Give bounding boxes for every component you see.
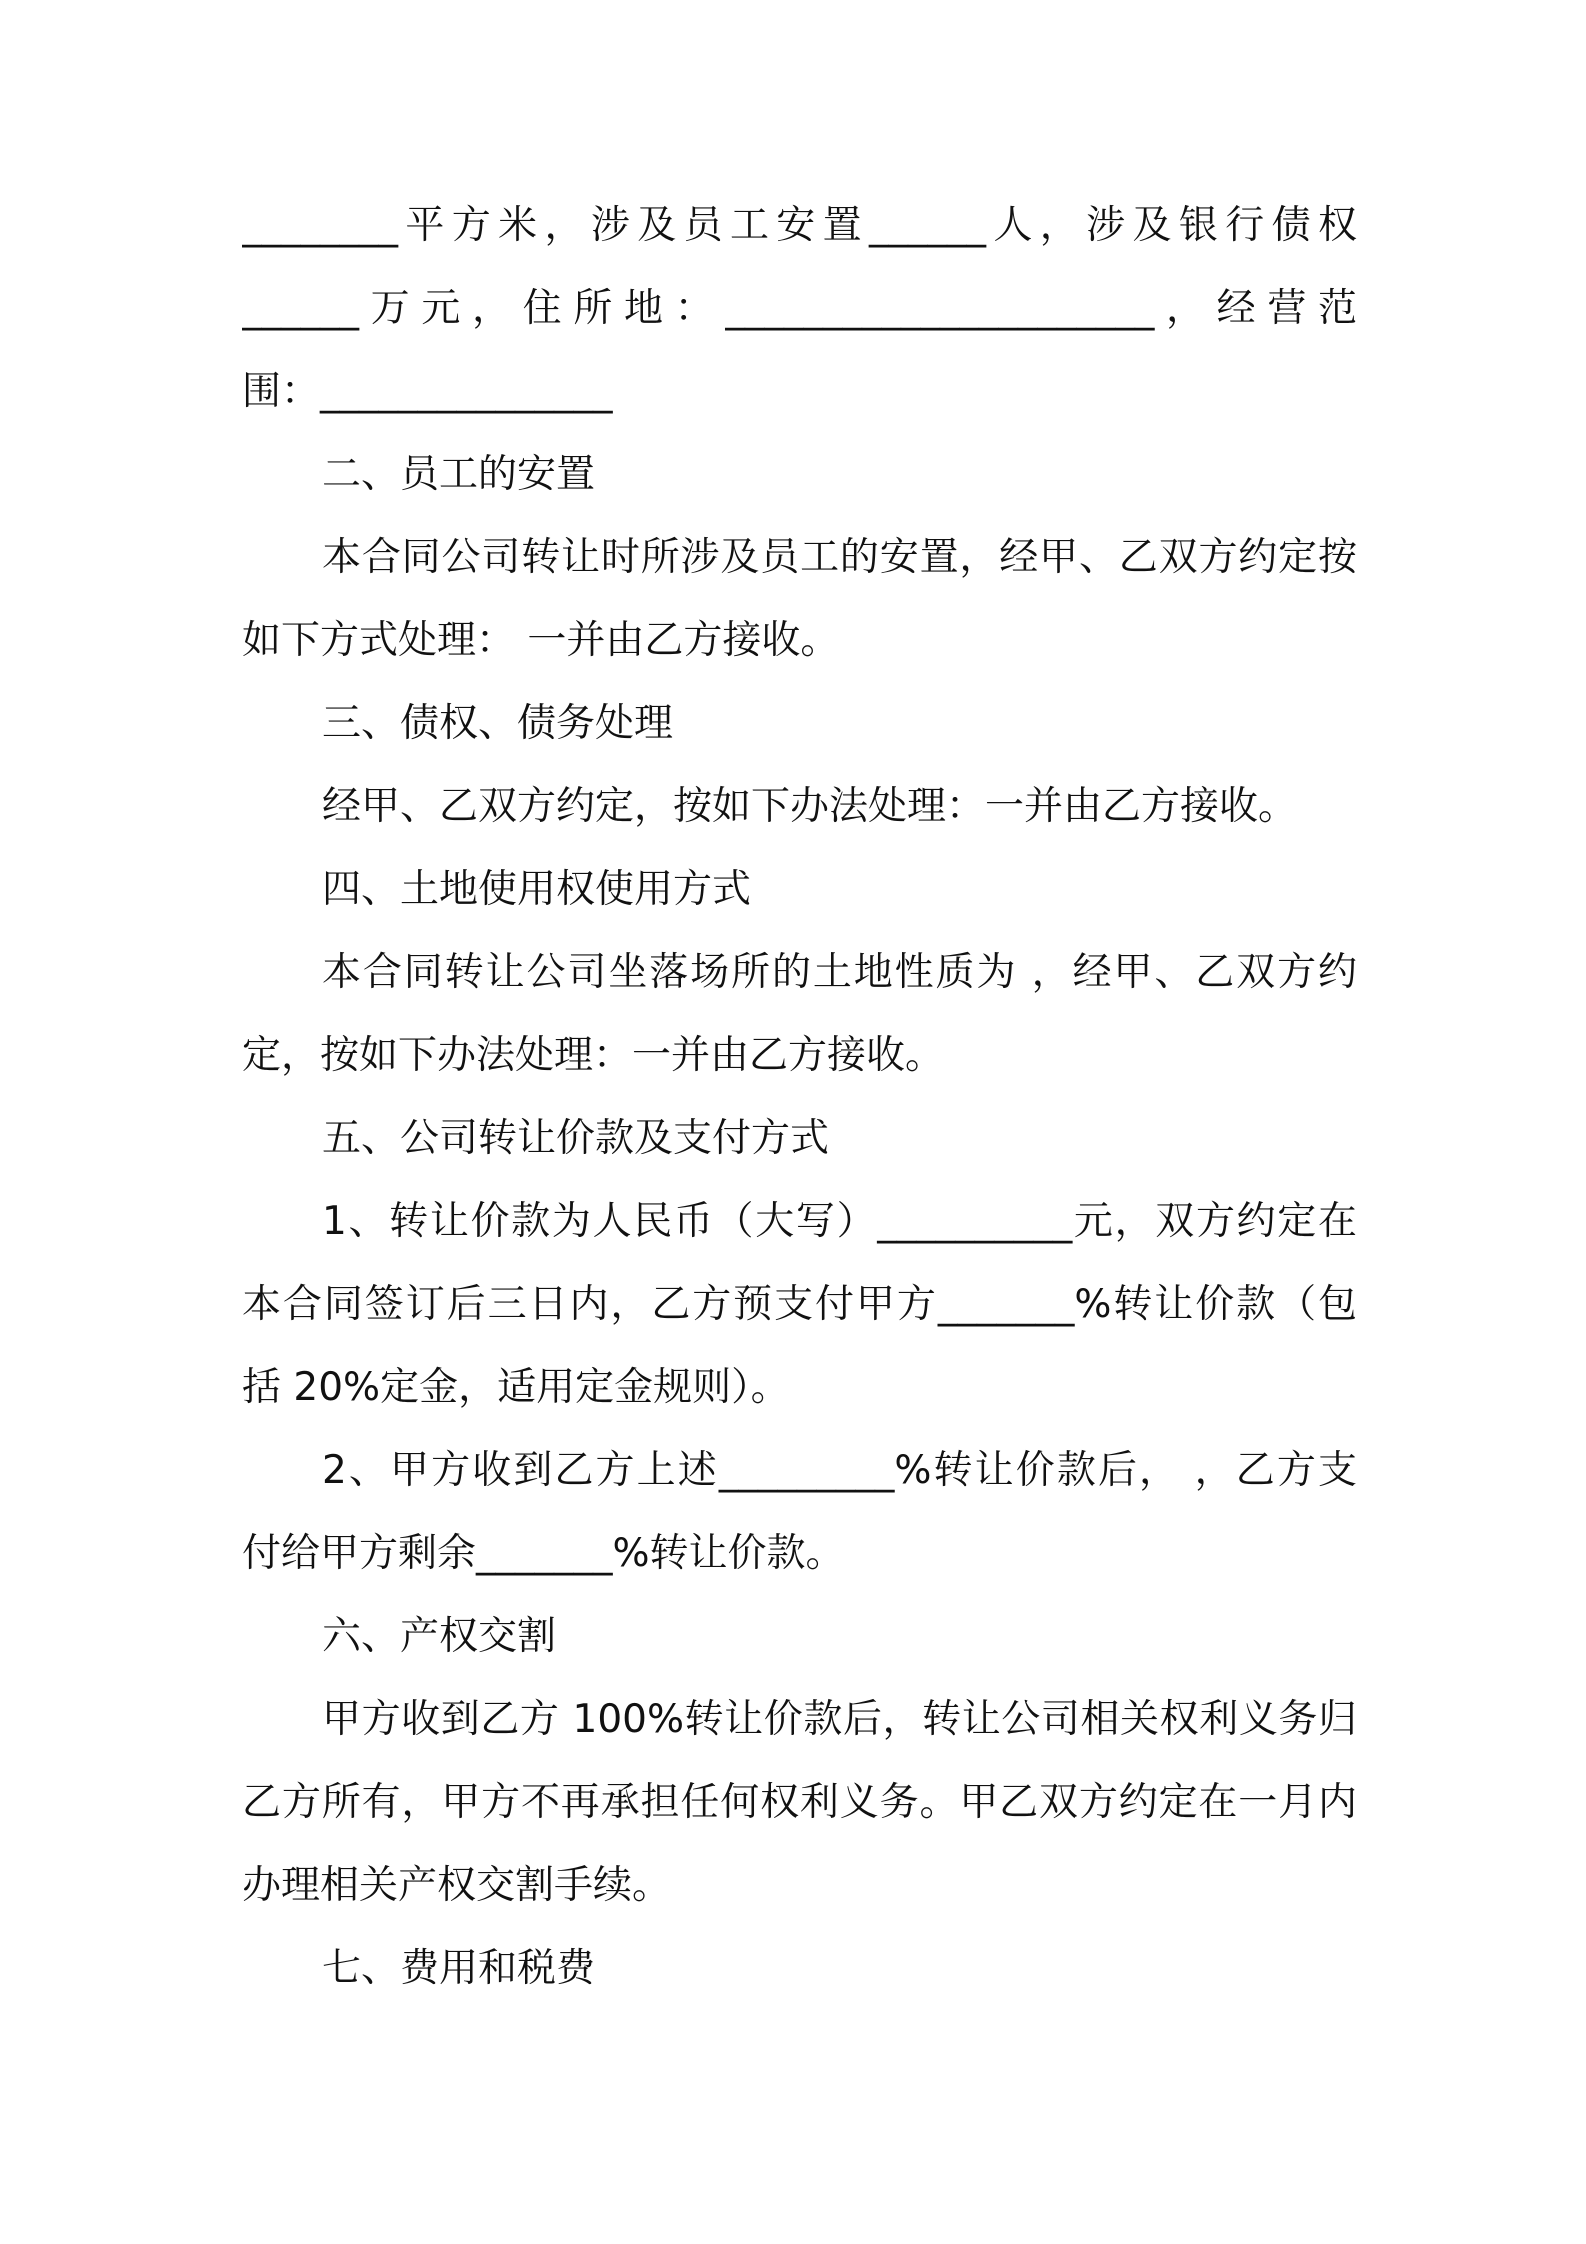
- section-heading-4: 四、土地使用权使用方式: [322, 867, 752, 912]
- section-heading-6: 六、产权交割: [322, 1614, 557, 1659]
- section-heading-2: 二、员工的安置: [322, 452, 596, 497]
- text-line-17: 付给甲方剩余_______%转让价款。: [242, 1531, 845, 1576]
- section-heading-5: 五、公司转让价款及支付方式: [322, 1116, 830, 1161]
- text-line-5: 本合同公司转让时所涉及员工的安置，经甲、乙双方约定按: [322, 535, 1357, 580]
- text-line-6: 如下方式处理： 一并由乙方接收。: [242, 618, 840, 663]
- text-line-3: 围：_______________: [242, 369, 613, 414]
- text-line-11: 定，按如下办法处理：一并由乙方接收。: [242, 1033, 945, 1078]
- text-line-14: 本合同签订后三日内，乙方预支付甲方_______%转让价款（包: [242, 1282, 1357, 1327]
- text-line-16: 2、甲方收到乙方上述_________%转让价款后， ，乙方支: [322, 1448, 1357, 1493]
- text-line-15: 括 20%定金，适用定金规则）。: [242, 1365, 790, 1410]
- text-line-10: 本合同转让公司坐落场所的土地性质为 ，经甲、乙双方约: [322, 950, 1357, 995]
- text-line-19: 甲方收到乙方 100%转让价款后，转让公司相关权利义务归: [322, 1697, 1357, 1742]
- text-line-1: ________平方米，涉及员工安置______人，涉及银行债权: [242, 203, 1357, 248]
- text-line-13: 1、转让价款为人民币（大写）__________元，双方约定在: [322, 1199, 1357, 1244]
- text-line-21: 办理相关产权交割手续。: [242, 1863, 672, 1908]
- text-line-20: 乙方所有，甲方不再承担任何权利义务。甲乙双方约定在一月内: [242, 1780, 1357, 1825]
- text-line-8: 经甲、乙双方约定，按如下办法处理：一并由乙方接收。: [322, 784, 1298, 829]
- section-heading-3: 三、债权、债务处理: [322, 701, 674, 746]
- section-heading-7: 七、费用和税费: [322, 1946, 596, 1991]
- text-line-2: ______万元，住所地：______________________，经营范: [242, 286, 1357, 331]
